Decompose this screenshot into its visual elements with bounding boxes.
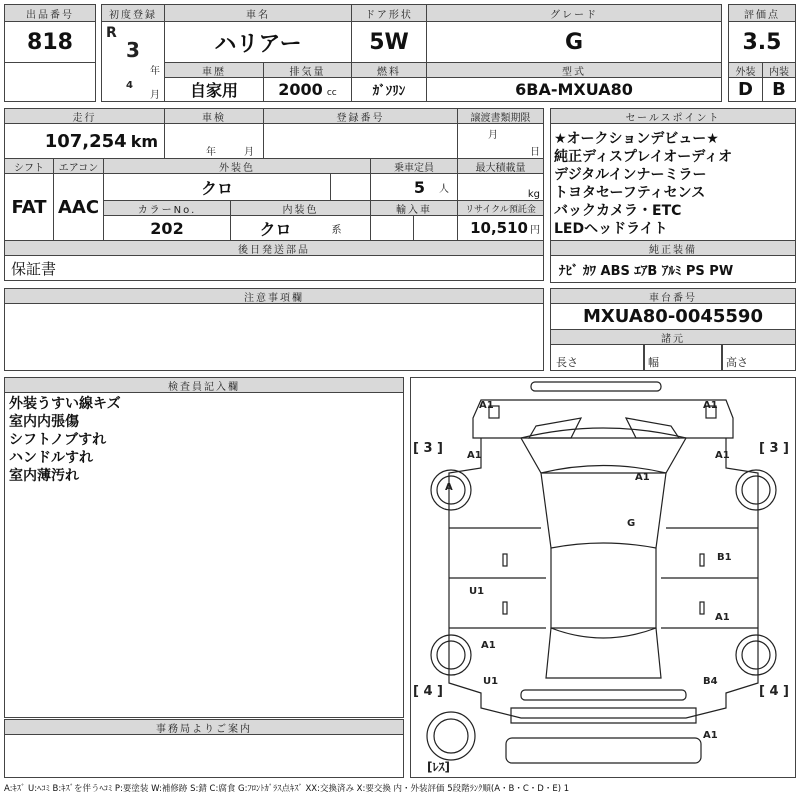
- dims-divider-1: [643, 344, 645, 371]
- inspector-line: 室内内張傷: [9, 414, 79, 430]
- reg-number-header: 登録番号: [263, 108, 458, 124]
- dims-divider-2: [721, 344, 723, 371]
- mark-fender-left: A1: [467, 450, 482, 461]
- first-reg-year: 3: [126, 38, 140, 62]
- inspector-line: シフトノブすれ: [9, 432, 107, 448]
- equipment: ﾅﾋﾞ ｶﾜ ABS ｴｱB ｱﾙﾐ PS PW: [550, 255, 796, 283]
- recycle-unit: 円: [530, 224, 540, 236]
- inspector-notes: [4, 392, 404, 718]
- mark-front-left: A1: [479, 400, 494, 411]
- mark-wheel-front-left: A: [445, 482, 453, 493]
- shift-header: シフト: [4, 158, 54, 174]
- max-load-unit: kg: [527, 189, 540, 200]
- door-handle-right-2: [700, 602, 704, 614]
- inspection-month-unit: 月: [244, 147, 254, 158]
- selling-points: [550, 123, 796, 241]
- reg-number: [263, 123, 458, 159]
- mark-hood: A1: [635, 472, 650, 483]
- mark-door-right: B1: [717, 552, 732, 563]
- first-registration-header: 初度登録: [101, 4, 165, 22]
- inspection-year-unit: 年: [206, 147, 216, 158]
- door-handle-left-2: [503, 602, 507, 614]
- dims-header: 諸元: [550, 329, 796, 345]
- cabin-shape: [551, 548, 656, 628]
- mark-rear-right: B4: [703, 676, 718, 687]
- width-label: 幅: [648, 356, 659, 369]
- inspector-line: 外装うすい線キズ: [9, 396, 121, 412]
- selling-point-line: デジタルインナーミラー: [554, 167, 707, 183]
- first-reg-month: 4: [126, 80, 133, 91]
- chassis-number: MXUA80-0045590: [550, 303, 796, 330]
- exterior-header: 外装: [728, 62, 763, 78]
- import-header: 輸入車: [370, 200, 458, 216]
- hood-shape: [521, 428, 686, 473]
- mileage-header: 走行: [4, 108, 165, 124]
- later-parts: 保証書: [4, 255, 544, 281]
- rear-gate-shape: [511, 708, 696, 723]
- inspector-header: 検査員記入欄: [4, 377, 404, 393]
- int-color: [230, 215, 371, 241]
- selling-point-line: ★オークションデビュー★: [554, 131, 719, 147]
- office-area: [4, 734, 404, 778]
- max-load: [457, 173, 544, 201]
- history: 自家用: [164, 77, 264, 102]
- mark-rear-bumper: A1: [703, 730, 718, 741]
- capacity-value: 5: [413, 177, 425, 197]
- door-lines-right-shape: [661, 528, 758, 628]
- car-diagram: [410, 377, 796, 778]
- mark-front-right: A1: [703, 400, 718, 411]
- height-label: 高さ: [726, 356, 748, 369]
- model: 6BA-MXUA80: [426, 77, 722, 102]
- transfer-day-unit: 日: [530, 147, 540, 158]
- notes-area: [4, 303, 544, 371]
- rear-bumper-shape: [506, 738, 701, 763]
- max-load-header: 最大積載量: [457, 158, 544, 174]
- mark-rear-fender-left: A1: [481, 640, 496, 651]
- mark-roof: G: [627, 518, 636, 529]
- tire-front-left: [ 3 ]: [413, 441, 443, 456]
- recycle: [457, 215, 544, 241]
- color-no-header: カラーNo.: [103, 200, 231, 216]
- notes-header: 注意事項欄: [4, 288, 544, 304]
- selling-point-line: LEDヘッドライト: [554, 221, 668, 237]
- mark-rear-door-right: A1: [715, 612, 730, 623]
- tire-rear-left: [ 4 ]: [413, 684, 443, 699]
- month-unit: 月: [150, 90, 160, 101]
- grade-header: グレード: [426, 4, 722, 22]
- displacement-unit: cc: [326, 87, 337, 98]
- mark-rear-left: U1: [483, 676, 499, 687]
- rear-bar-shape: [521, 690, 686, 700]
- rear-window-shape: [546, 628, 661, 678]
- fuel: ｶﾞｿﾘﾝ: [351, 77, 427, 102]
- mileage: [4, 123, 165, 159]
- office-header: 事務局よりご案内: [4, 719, 404, 735]
- displacement-value: 2000: [278, 80, 323, 99]
- mark-door-left: U1: [469, 586, 485, 597]
- recycle-header: リサイクル預託金: [457, 200, 544, 216]
- capacity-header: 乗車定員: [370, 158, 458, 174]
- int-color-value: クロ: [259, 219, 292, 239]
- ext-color-header: 外装色: [103, 158, 371, 174]
- fuel-header: 燃料: [351, 62, 427, 78]
- import-a: [370, 215, 414, 241]
- mark-fender-right: A1: [715, 450, 730, 461]
- transfer-month-unit: 月: [488, 130, 498, 141]
- lot-number-blank: [4, 62, 96, 102]
- car-name: ハリアー: [164, 21, 352, 63]
- mileage-unit: km: [130, 131, 158, 151]
- selling-point-line: トヨタセーフティセンス: [554, 185, 706, 201]
- displacement: [263, 77, 352, 102]
- lot-number-header: 出品番号: [4, 4, 96, 22]
- inspector-line: 室内薄汚れ: [9, 468, 79, 484]
- dims-row: [550, 344, 796, 371]
- int-color-header: 内装色: [230, 200, 371, 216]
- tire-front-right: [ 3 ]: [759, 441, 789, 456]
- door-header: ドア形状: [351, 4, 427, 22]
- inspection-header: 車検: [164, 108, 264, 124]
- front-panel-shape: [473, 400, 733, 438]
- equipment-header: 純正装備: [550, 240, 796, 256]
- door-lines-left-shape: [449, 528, 546, 628]
- car-name-header: 車名: [164, 4, 352, 22]
- model-header: 型式: [426, 62, 722, 78]
- ac-header: エアコン: [53, 158, 104, 174]
- history-header: 車歴: [164, 62, 264, 78]
- car-diagram-svg: [411, 378, 795, 777]
- selling-point-line: バックカメラ・ETC: [554, 203, 682, 219]
- ext-color: クロ: [103, 173, 331, 201]
- import-b: [413, 215, 458, 241]
- transfer-header: 譲渡書類期限: [457, 108, 544, 124]
- capacity-unit: 人: [439, 183, 449, 195]
- mileage-value: 107,254: [44, 130, 127, 152]
- ext-color-extra: [330, 173, 371, 201]
- score: 3.5: [728, 21, 796, 63]
- length-label: 長さ: [556, 356, 578, 369]
- ac: AAC: [53, 173, 104, 241]
- tire-rear-right: [ 4 ]: [759, 684, 789, 699]
- door-handle-left-1: [503, 554, 507, 566]
- shift: FAT: [4, 173, 54, 241]
- interior-grade: B: [762, 77, 796, 102]
- interior-header: 内装: [762, 62, 796, 78]
- exterior-grade: D: [728, 77, 763, 102]
- selling-point-line: 純正ディスプレイオーディオ: [554, 149, 733, 165]
- displacement-header: 排気量: [263, 62, 352, 78]
- era: R: [106, 25, 117, 41]
- inspector-line: ハンドルすれ: [9, 450, 93, 466]
- door-type: 5W: [351, 21, 427, 63]
- capacity: [370, 173, 458, 201]
- score-header: 評価点: [728, 4, 796, 22]
- door-handle-right-1: [700, 554, 704, 566]
- front-bumper-shape: [531, 382, 661, 391]
- selling-points-header: セールスポイント: [550, 108, 796, 124]
- int-color-unit: 系: [331, 224, 342, 236]
- recycle-value: 10,510: [470, 219, 528, 237]
- year-unit: 年: [150, 66, 160, 77]
- spare-tire: [ﾚｽ]: [427, 760, 450, 774]
- lot-number: 818: [4, 21, 96, 63]
- later-parts-header: 後日発送部品: [4, 240, 544, 256]
- color-no: 202: [103, 215, 231, 241]
- chassis-header: 車台番号: [550, 288, 796, 304]
- legend: A:ｷｽﾞ U:ﾍｺﾐ B:ｷｽﾞを伴うﾍｺﾐ P:要塗装 W:補修跡 S:錆 C:腐食 G:ﾌﾛﾝﾄｶﾞﾗｽ点ｷｽﾞ XX:交換済み X:要交換 内・外装評価 5段階ﾗﾝｸ順(A・B・C・D・E) 1: [4, 784, 570, 794]
- grade: G: [426, 21, 722, 63]
